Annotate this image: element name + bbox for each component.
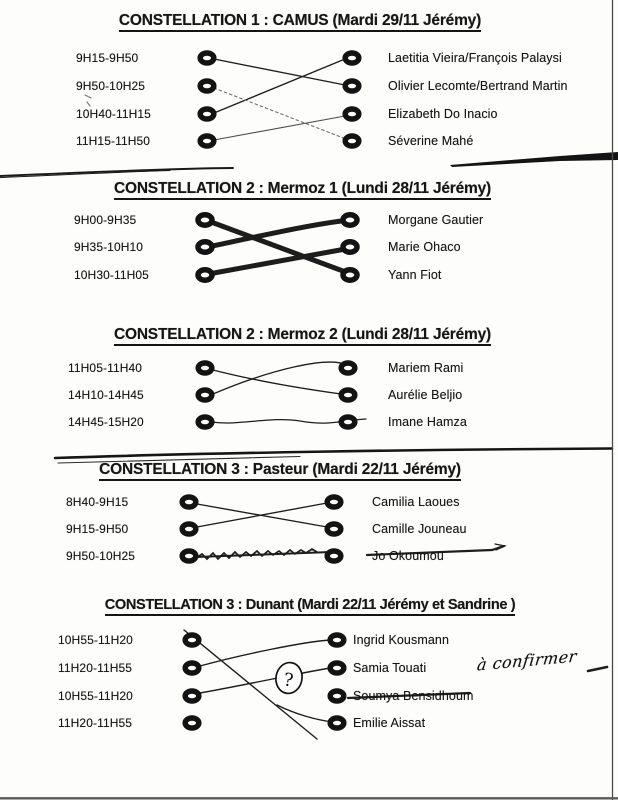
- connector-dot: [200, 136, 214, 146]
- connector-dot: [345, 53, 359, 63]
- connector-dot: [330, 718, 344, 728]
- scan-fold-streak: [450, 152, 618, 167]
- time-slot: 10H40-11H15: [76, 107, 151, 121]
- time-slot: 11H20-11H55: [58, 716, 133, 730]
- connection-line: [203, 220, 352, 248]
- connector-dot: [182, 497, 196, 507]
- time-slot: 14H10-14H45: [68, 388, 144, 402]
- connector-dot: [343, 270, 357, 280]
- time-slot: 10H30-11H05: [74, 268, 149, 282]
- connector-dot: [343, 242, 357, 252]
- section-title: CONSTELLATION 1 : CAMUS (Mardi 29/11 Jérémy): [0, 12, 600, 30]
- connector-dot: [182, 551, 196, 561]
- connector-dot: [185, 635, 199, 645]
- participant-name: Imane Hamza: [388, 415, 467, 429]
- participant-name-struck: Soumya Bensidhoum: [353, 689, 474, 703]
- time-slot: 9H50-10H25: [76, 79, 146, 93]
- connector-dot: [330, 663, 344, 673]
- time-slot: 14H45-15H20: [68, 415, 144, 429]
- connection-line: [214, 116, 345, 140]
- participant-name: Elizabeth Do Inacio: [388, 107, 498, 121]
- connector-dot: [185, 691, 199, 701]
- participant-name: Morgane Gautier: [388, 213, 484, 227]
- section-title: CONSTELLATION 2 : Mermoz 1 (Lundi 28/11 Jérémy): [0, 180, 605, 198]
- connection-line: [200, 668, 330, 693]
- connector-dot: [185, 663, 199, 673]
- section-title: CONSTELLATION 3 : Pasteur (Mardi 22/11 Jérémy): [0, 461, 560, 479]
- time-slot: 10H55-11H20: [58, 689, 133, 703]
- connector-dot: [341, 390, 355, 400]
- connector-dot: [345, 136, 359, 146]
- connection-line: [214, 88, 346, 139]
- time-slot: 11H20-11H55: [58, 661, 133, 675]
- connection-line: [213, 370, 341, 394]
- connection-line: [214, 59, 345, 85]
- handwritten-dash: [588, 667, 607, 671]
- time-slot: 11H15-11H50: [76, 134, 151, 148]
- connector-dot: [327, 497, 341, 507]
- connector-dot: [198, 215, 212, 225]
- participant-name: Laetitia Vieira/François Palaysi: [388, 51, 562, 65]
- participant-name: Camille Jouneau: [372, 522, 467, 536]
- connector-dot: [200, 109, 214, 119]
- participant-name: Marie Ohaco: [388, 240, 461, 254]
- connector-dot: [341, 363, 355, 373]
- time-slot: 9H00-9H35: [74, 213, 137, 227]
- participant-name: Ingrid Kousmann: [353, 633, 450, 647]
- connection-line: [213, 362, 347, 394]
- participant-name: Mariem Rami: [388, 361, 464, 375]
- connector-dot: [330, 691, 344, 701]
- time-slot: 8H40-9H15: [66, 495, 129, 509]
- connector-dots: [182, 53, 359, 728]
- connector-dot: [185, 718, 199, 728]
- participant-name: Aurélie Beljio: [388, 388, 463, 402]
- scan-fold-streak: [55, 449, 612, 459]
- connector-dot: [343, 215, 357, 225]
- connector-dot: [198, 390, 212, 400]
- connection-line: [200, 640, 330, 666]
- connection-line: [203, 219, 351, 274]
- time-slot: 10H55-11H20: [58, 633, 133, 647]
- connector-dot: [198, 242, 212, 252]
- connection-line: [203, 248, 351, 275]
- connector-dot: [198, 270, 212, 280]
- participant-name: Séverine Mahé: [388, 134, 474, 148]
- connector-dot: [198, 417, 212, 427]
- connector-dot: [330, 635, 344, 645]
- connector-dot: [341, 417, 355, 427]
- handwritten-note: à confirmer: [476, 646, 578, 675]
- question-mark: ?: [282, 669, 295, 692]
- time-slot: 9H50-10H25: [66, 549, 136, 563]
- connection-line: [214, 59, 345, 113]
- participant-name: Yann Fiot: [388, 268, 442, 282]
- section-title: CONSTELLATION 2 : Mermoz 2 (Lundi 28/11 Jérémy): [0, 326, 605, 344]
- time-slot: 9H15-9H50: [66, 522, 129, 536]
- connector-dot: [327, 551, 341, 561]
- time-slot: 9H15-9H50: [76, 51, 139, 65]
- connector-dot: [327, 524, 341, 534]
- time-slot: 9H35-10H10: [74, 240, 144, 254]
- participant-name: Camilia Laoues: [372, 495, 460, 509]
- participant-name: Emilie Aissat: [353, 716, 426, 730]
- scan-smudge: [85, 95, 91, 106]
- time-slot: 11H05-11H40: [68, 361, 143, 375]
- connector-dot: [200, 53, 214, 63]
- section-title: CONSTELLATION 3 : Dunant (Mardi 22/11 Jérémy et Sandrine ): [0, 597, 618, 613]
- connector-dot: [345, 81, 359, 91]
- connector-dot: [200, 81, 214, 91]
- connector-dot: [182, 524, 196, 534]
- connector-dot: [198, 363, 212, 373]
- connector-dot: [345, 109, 359, 119]
- participant-name-struck: Jo Okoumou: [372, 549, 444, 563]
- participant-name: Olivier Lecomte/Bertrand Martin: [388, 79, 568, 93]
- participant-name: Samia Touati: [353, 661, 427, 675]
